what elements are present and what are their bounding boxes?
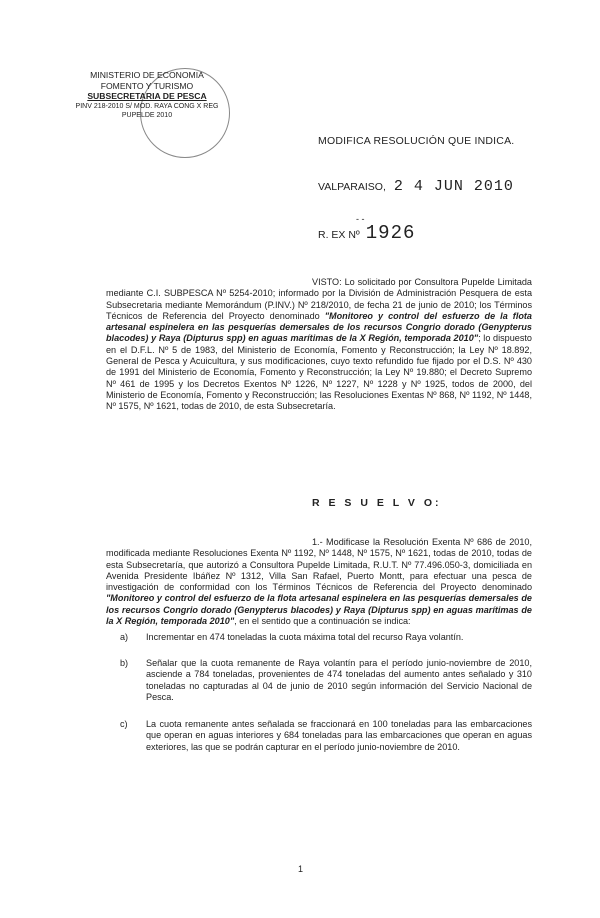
visto-text-2: ; lo dispuesto en el D.F.L. Nº 5 de 1983, del Ministerio de Economía, Fomento y Reconstrucción; la Ley Nº 18.892, General de Pesca y Acuicultura, y sus modificaciones, cuyo texto refundido fue fijado por el D.S. Nº 430 de 1991 del Ministerio de Economía, Fomento y Reconstrucción; la Ley Nº 19.880; el Decreto Supremo Nº 461 de 1995 y los Decretos Exentos Nº 1226, Nº 1227, Nº 1228 y Nº 1925, todos de 2000, del Ministerio de Economía, Fomento y Reconstrucción; las Resoluciones Exentas Nº 868, Nº 1192, Nº 1448, Nº 1575, Nº 1621, todas de 2010, de esta Subsecretaría. <box>106 333 532 412</box>
list-item-label: c) <box>120 719 128 729</box>
document-subject: MODIFICA RESOLUCIÓN QUE INDICA. <box>318 135 515 147</box>
article-1 <box>106 537 532 627</box>
list-item-label: b) <box>120 658 129 668</box>
institution-header <box>52 70 242 120</box>
resolution-dash: - - <box>356 214 365 224</box>
article-1-project-title: "Monitoreo y control del esfuerzo de la flota artesanal espinelera en las pesquerías demersales de los recursos Congrio dorado (Genypterus blacodes) y Raya (Dipturus spp) en aguas marítimas de la X Región, temporada 2010" <box>106 593 532 627</box>
resolution-number: 1926 <box>365 222 416 244</box>
header-ref-code: PINV 218-2010 S/ MOD. RAYA CONG X REG <box>75 102 219 110</box>
visto-lead: VISTO: <box>312 277 342 287</box>
list-item-text: La cuota remanente antes señalada se fraccionará en 100 toneladas para las embarcaciones que operan en aguas interiores y 684 toneladas para las embarcaciones que operan en aguas exteriores, las que se podrán capturar en el período junio-noviembre de 2010. <box>146 719 532 752</box>
header-ministry-sub: FOMENTO Y TURISMO <box>100 80 194 91</box>
page-number: 1 <box>298 864 304 874</box>
resuelvo-heading: R E S U E L V O: <box>312 497 442 509</box>
header-subsecretaria: SUBSECRETARIA DE PESCA <box>87 91 207 102</box>
visto-text-1: Lo solicitado por Consultora Pupelde Limitada mediante C.I. SUBPESCA Nº 5254-2010; informado por la División de Administración Pesquera de esta Subsecretaria mediante Memorándum (P.INV.) Nº 218/2010, de fecha 21 de junio de 2010; los Términos Técnicos de Referencia del Proyecto denominado <box>106 277 532 321</box>
date-place: VALPARAISO, <box>318 181 386 193</box>
resolution-number-line <box>318 214 416 244</box>
date-line <box>318 178 514 195</box>
list-item-text: Incrementar en 474 toneladas la cuota máxima total del recurso Raya volantín. <box>146 632 464 642</box>
article-1-lead: 1.- Modificase la Resolución Exenta Nº 686 de <box>312 537 506 547</box>
header-ref-name: PUPELDE 2010 <box>121 111 173 119</box>
visto-project-title: "Monitoreo y control del esfuerzo de la flota artesanal espinelera en las pesquerías demersales de los recursos Congrio dorado (Genypterus blacodes) y Raya (Dipturus spp) en aguas marítimas de la X Región, temporada 2010" <box>106 310 532 344</box>
article-1-text-2: , en el sentido que a continuación se indica: <box>234 616 411 627</box>
date-stamp: 2 4 JUN 2010 <box>393 178 514 195</box>
visto-paragraph <box>106 277 532 413</box>
header-ministry: MINISTERIO DE ECONOMIA <box>90 70 204 80</box>
list-item-text: Señalar que la cuota remanente de Raya volantín para el período junio-noviembre de 2010, asciende a 784 toneladas, provenientes de 474 toneladas del aumento antes señalado y 310 toneladas no capturadas al 04 de junio de 2010 según información del Servicio Nacional de Pesca. <box>146 658 532 702</box>
resolution-label: R. EX Nº <box>318 229 360 241</box>
article-1-text-1: 2010, modificada mediante Resoluciones Exenta Nº 1192, Nº 1448, Nº 1575, Nº 1621, todas de 2010, todas de esta Subsecretaría, que autorizó a Consultora Pupelde Limitada, R.U.T. Nº 77.496.050-3, domiciliada en Avenida Presidente Ibáñez Nº 1312, Villa San Rafael, Puerto Montt, para efectuar una pesca de investigación de conformidad con los Términos Técnicos de Referencia del Proyecto denominado <box>106 537 532 593</box>
list-item-label: a) <box>120 632 129 642</box>
